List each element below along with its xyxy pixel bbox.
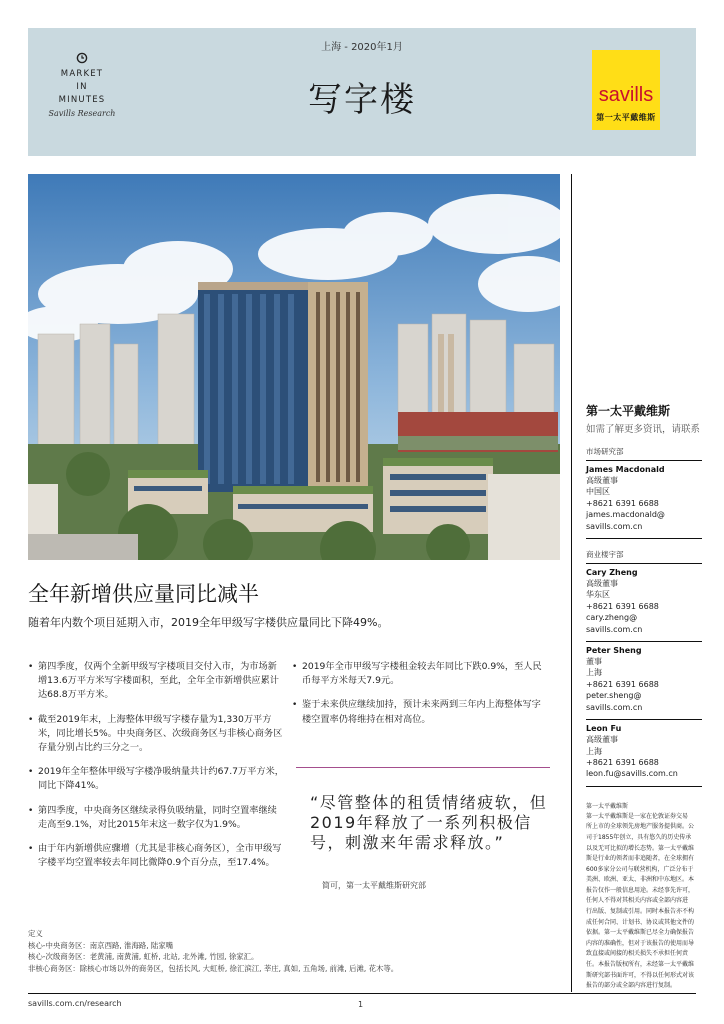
about-line: 报告的部分或全部内容进行复制。 [586, 982, 677, 990]
about-line: 行出版、复制或引用。同时本报告亦不构 [586, 908, 695, 916]
bullets-right-column [296, 660, 550, 737]
bullets-left-column [32, 660, 286, 880]
subheadline: 随着年内数个项目延期入市，2019全年甲级写字楼供应量同比下降49%。 [28, 616, 389, 629]
contact-region: 上海 [586, 746, 602, 756]
definition-line: 核心-中央商务区：南京西路, 淮海路, 陆家嘴 [28, 940, 174, 950]
contact-name: Peter Sheng [586, 646, 642, 656]
footer-link[interactable]: savills.com.cn/research [28, 999, 122, 1008]
about-line: 任何人不得对其相关内容或全部内容进 [586, 897, 689, 905]
about-line: 斯是行业的领者而非追随者，在全球拥有 [586, 855, 695, 863]
definitions [28, 928, 548, 974]
bullet-point: • 第四季度，中央商务区继续录得负吸纳量，同时空置率继续走高至9.1%，对比2015年末这一数字仅为1.9%。 [32, 804, 286, 832]
contact-email[interactable]: cary.zheng@ [586, 613, 638, 623]
about-line: 内容的准确性，但对于该报告的使用而导 [586, 939, 695, 947]
contact-title: 高级董事 [586, 476, 618, 485]
section-research: 市场研究部 [586, 446, 702, 461]
contact-title: 董事 [586, 657, 602, 667]
about-line: 成任何合同、计划书、协议或其他文件的 [586, 918, 695, 926]
about-text [586, 812, 702, 992]
contact-name: Leon Fu [586, 724, 622, 734]
footer-divider [28, 993, 696, 994]
contact-title: 高级董事 [586, 735, 618, 745]
contact-phone[interactable]: +8621 6391 6688 [586, 679, 659, 689]
contact-title: 高级董事 [586, 579, 618, 589]
cityscape-illustration [28, 174, 560, 560]
logo-wordmark: savills [598, 84, 654, 106]
contact-card [586, 642, 702, 720]
contact-email[interactable]: peter.sheng@ [586, 691, 642, 701]
pull-quote: “尽管整体的租赁情绪疲软，但2019年释放了一系列积极信号，刺激来年需求释放。” [310, 793, 548, 852]
bullet-point: • 截至2019年末，上海整体甲级写字楼存量为1,330万平方米，同比增长5%。中央商务区、次级商务区与非核心商务区存量分别占比约三分之一。 [32, 713, 286, 756]
contact-email-domain[interactable]: savills.com.cn [586, 624, 643, 634]
about-line: 美洲、欧洲、亚太、非洲和中东地区。本 [586, 876, 695, 884]
series-line-2: IN [76, 82, 88, 92]
report-title: 写字楼 [308, 80, 416, 120]
contact-email-domain[interactable]: savills.com.cn [586, 702, 643, 712]
about-line: 以及无可比拟的增长态势。第一太平戴维 [586, 844, 695, 852]
quote-source: 简可，第一太平戴维斯研究部 [322, 881, 426, 890]
bullet-point: • 由于年内新增供应骤增（尤其是非核心商务区），全市甲级写字楼平均空置率较去年同比微降0.9个百分点，至17.4%。 [32, 842, 286, 870]
definitions-title: 定义 [28, 929, 43, 938]
contact-email[interactable]: james.macdonald@ [586, 510, 665, 520]
definition-line: 核心-次级商务区：老黄浦, 南黄浦, 虹桥, 北站, 北外滩, 竹园, 徐家汇。 [28, 952, 259, 962]
about-line: 致直接或间接的相关损失不承担任何责 [586, 950, 689, 958]
series-line-3: MINUTES [58, 95, 106, 105]
contact-email[interactable]: leon.fu@savills.com.cn [586, 769, 678, 779]
contact-name: Cary Zheng [586, 568, 638, 578]
logo-chinese-name: 第一太平戴维斯 [596, 113, 656, 122]
report-date: 上海 - 2020年1月 [321, 42, 403, 53]
bullet-point: • 2019年全年整体甲级写字楼净吸纳量共计约67.7万平方米，同比下降41%。 [32, 765, 286, 793]
contact-phone[interactable]: +8621 6391 6688 [586, 757, 659, 767]
series-line-1: MARKET [60, 69, 104, 79]
page-number: 1 [358, 1000, 364, 1009]
about-line: 第一太平戴维斯是一家在伦敦证券交易 [586, 812, 689, 820]
about-line: 任。本报告版权所有，未经第一太平戴维 [586, 961, 695, 969]
contact-card [586, 461, 702, 539]
savills-logo [592, 50, 660, 130]
contact-sidebar [586, 402, 702, 992]
series-subtitle: Savills Research [48, 109, 116, 118]
contact-email-domain[interactable]: savills.com.cn [586, 521, 643, 531]
sidebar-note: 如需了解更多资讯，请联系 [586, 424, 701, 435]
contact-card [586, 720, 702, 787]
bullet-point: • 第四季度，仅两个全新甲级写字楼项目交付入市，为市场新增13.6万平方米写字楼面积，至此，全年全市新增供应累计达68.8万平方米。 [32, 660, 286, 703]
contact-region: 中国区 [586, 487, 610, 497]
contact-region: 上海 [586, 668, 602, 678]
sidebar-brand: 第一太平戴维斯 [586, 404, 671, 418]
bullet-point: • 2019年全市甲级写字楼租金较去年同比下跌0.9%，至人民币每平方米每天7.9元。 [296, 660, 550, 688]
office-building-photo [28, 174, 560, 560]
contact-phone[interactable]: +8621 6391 6688 [586, 498, 659, 508]
contact-phone[interactable]: +8621 6391 6688 [586, 601, 659, 611]
headline: 全年新增供应量同比减半 [28, 582, 259, 606]
about-line: 斯研究部书面许可，不得以任何形式对该 [586, 971, 695, 979]
clock-icon [76, 52, 88, 64]
sidebar-divider [571, 174, 572, 992]
contact-region: 华东区 [586, 590, 610, 600]
about-line: 600多家分公司与联营机构，广泛分布于 [586, 865, 694, 873]
about-line: 司于1855年创立，具有悠久的历史传承 [586, 833, 692, 841]
section-commercial: 商业楼宇部 [586, 549, 702, 564]
contact-card [586, 564, 702, 642]
quote-divider [296, 767, 550, 768]
contact-name: James Macdonald [586, 465, 665, 474]
about-line: 依据。第一太平戴维斯已尽全力确保报告 [586, 929, 695, 937]
report-header [28, 28, 696, 156]
about-line: 报告仅作一般信息用途。未经事先许可， [586, 886, 695, 894]
definition-line: 非核心商务区：除核心市场以外的商务区，包括长风, 大虹桥, 徐汇滨江, 莘庄, 真如, 五角场, 前滩, 后滩, 花木等。 [28, 963, 399, 973]
about-title: 第一太平戴维斯 [586, 802, 629, 810]
about-line: 所上市的全球领先房地产服务提供商。公 [586, 823, 695, 831]
bullet-point: • 鉴于未来供应继续加持，预计未来两到三年内上海整体写字楼空置率仍将维持在相对高位。 [296, 698, 550, 726]
